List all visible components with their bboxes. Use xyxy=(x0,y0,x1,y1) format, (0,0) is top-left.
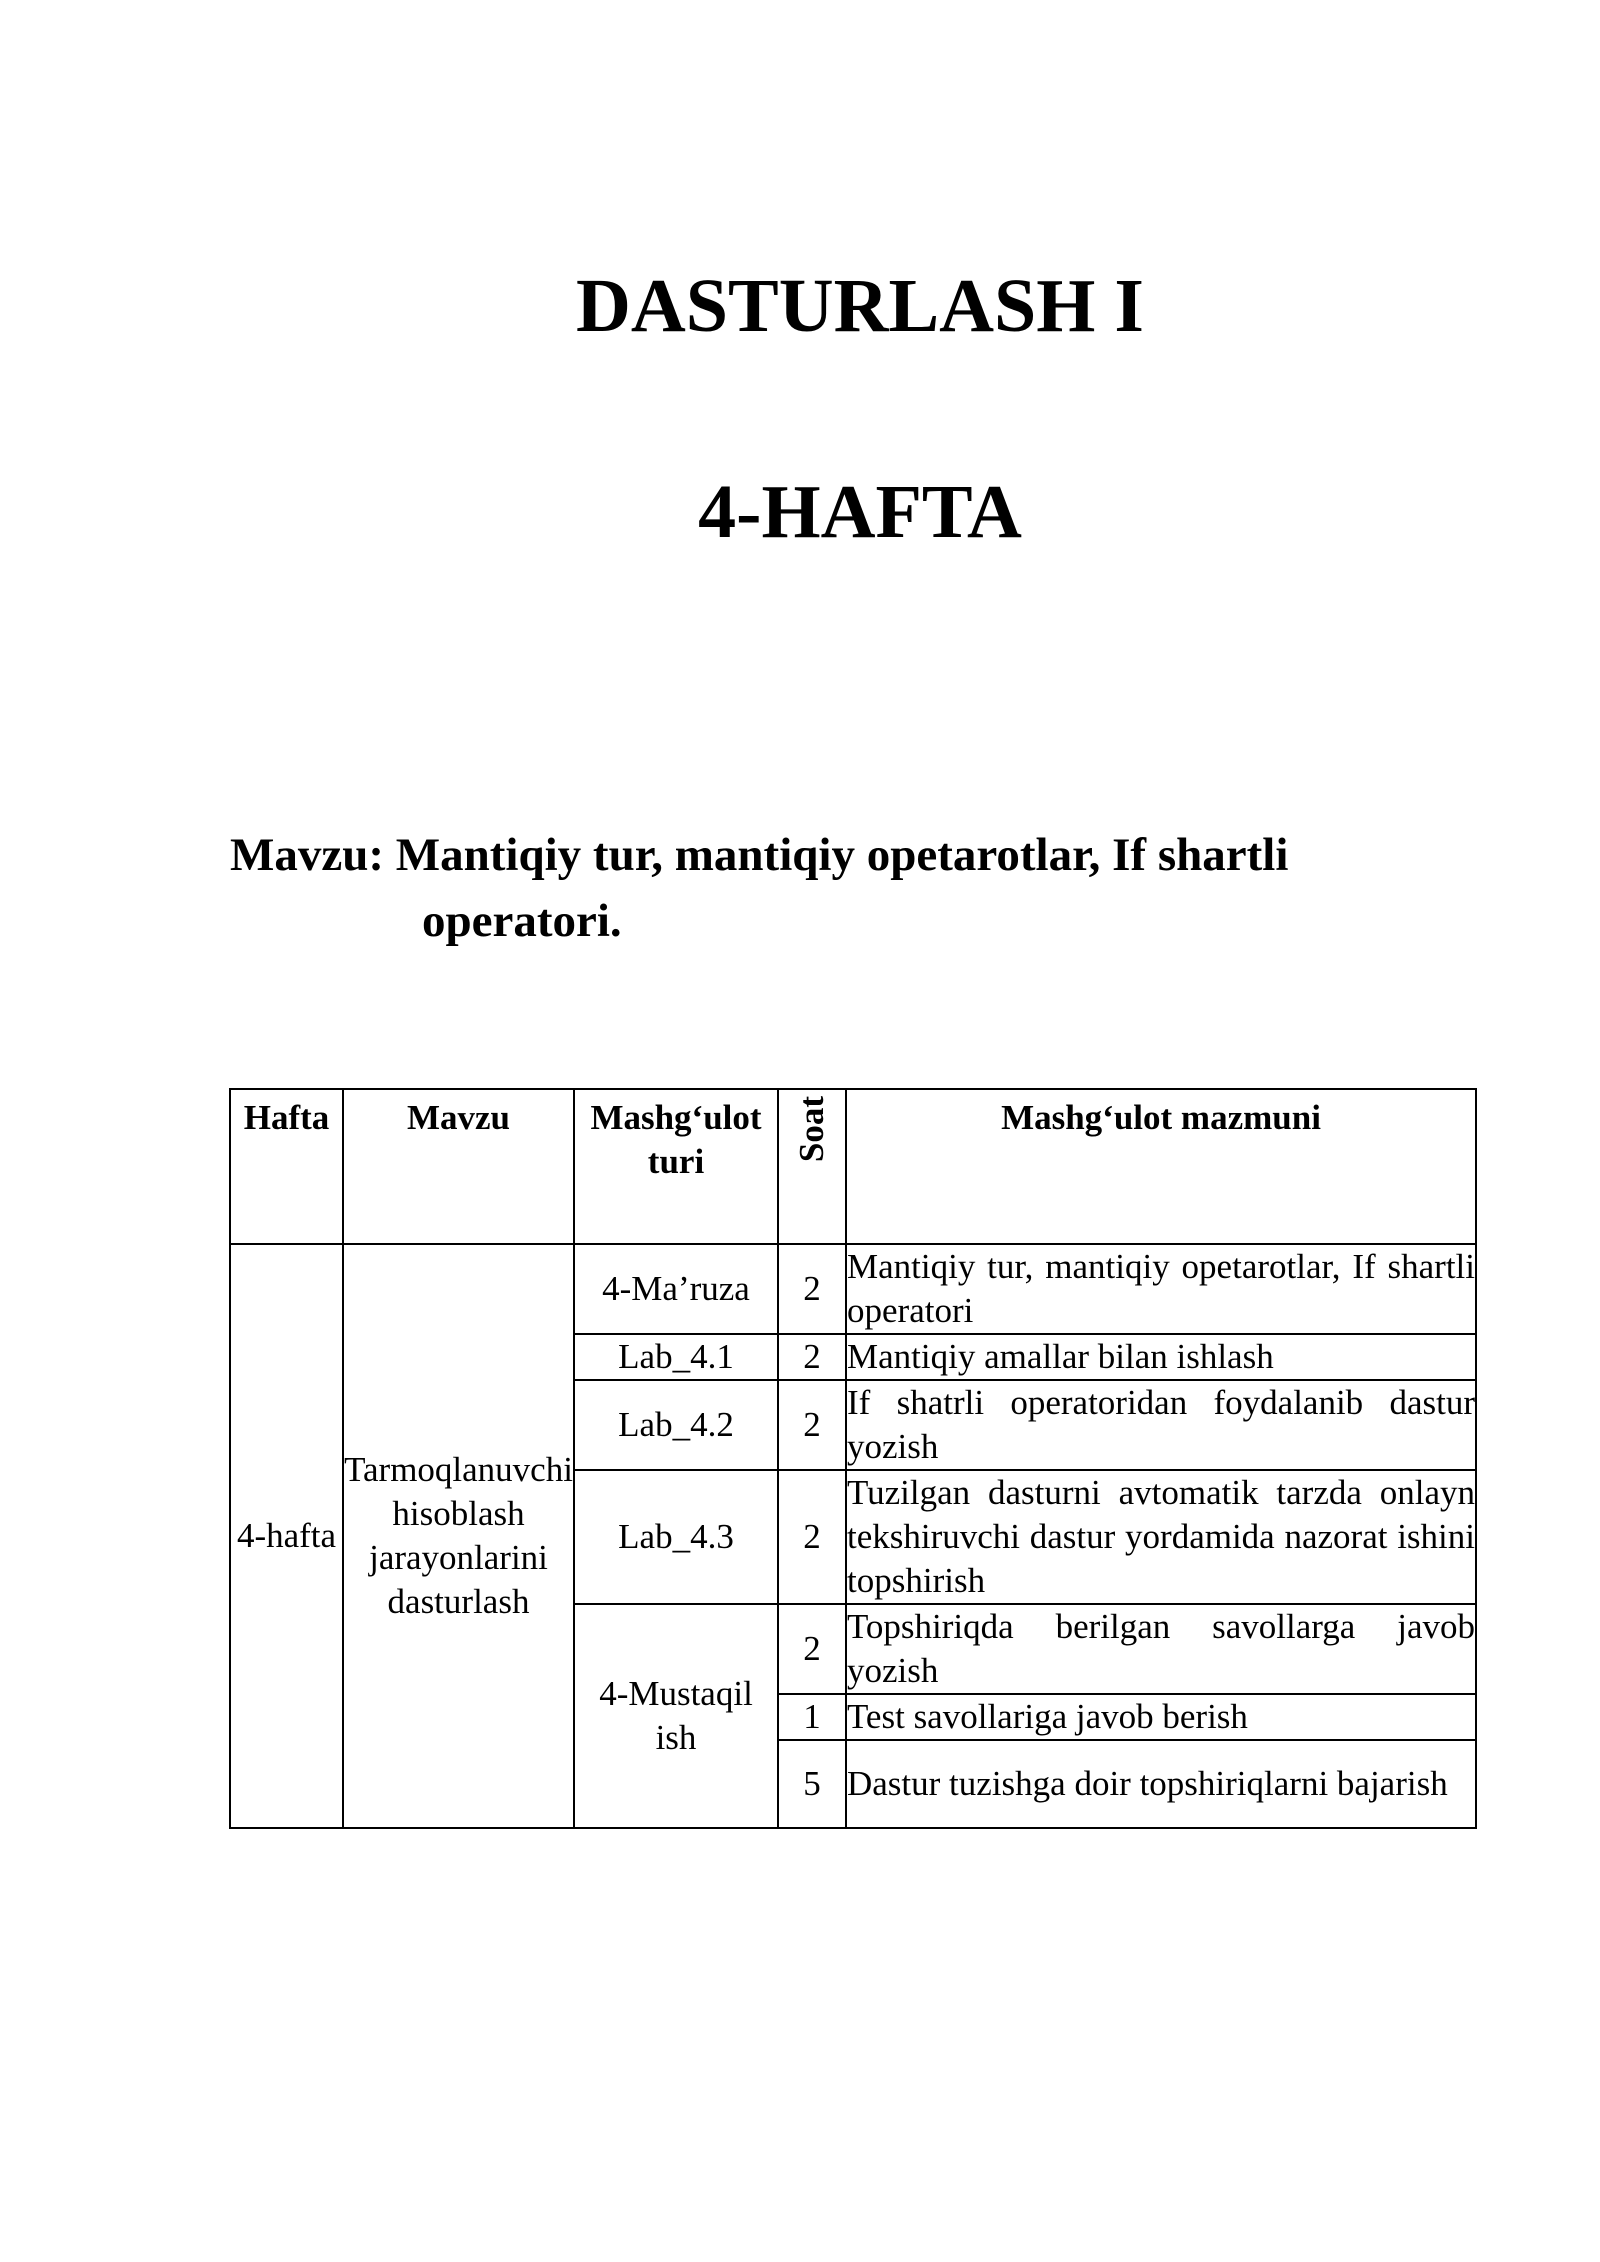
content-cell: Mantiqiy amallar bilan ishlash xyxy=(846,1334,1476,1380)
topic-label: Mavzu: xyxy=(230,829,385,881)
content-cell: Mantiqiy tur, mantiqiy opetarotlar, If shartli operatori xyxy=(846,1244,1476,1334)
content-cell: Tuzilgan dasturni avtomatik tarzda onlayn tekshiruvchi dastur yordamida nazorat ishini topshirish xyxy=(846,1470,1476,1604)
table-row xyxy=(230,1244,1476,1334)
type-cell-independent: 4-Mustaqil ish xyxy=(574,1604,778,1828)
header-hours xyxy=(778,1089,846,1244)
hours-cell: 2 xyxy=(778,1470,846,1604)
week-cell: 4-hafta xyxy=(230,1244,343,1828)
type-cell-lab-3: Lab_4.3 xyxy=(574,1470,778,1604)
schedule-table xyxy=(229,1088,1477,1829)
header-week: Hafta xyxy=(230,1089,343,1244)
type-cell-lecture: 4-Ma’ruza xyxy=(574,1244,778,1334)
header-content: Mashg‘ulot mazmuni xyxy=(846,1089,1476,1244)
topic-text-line1: Mantiqiy tur, mantiqiy opetarotlar, If shartli xyxy=(395,829,1289,881)
hours-cell: 2 xyxy=(778,1380,846,1470)
header-hours-label: Soat xyxy=(792,1096,831,1163)
type-cell-lab-1: Lab_4.1 xyxy=(574,1334,778,1380)
hours-cell: 5 xyxy=(778,1740,846,1828)
table-header-row xyxy=(230,1089,1476,1244)
hours-cell: 2 xyxy=(778,1244,846,1334)
header-topic: Mavzu xyxy=(343,1089,574,1244)
header-type: Mashg‘ulot turi xyxy=(574,1089,778,1244)
content-cell: Test savollariga javob berish xyxy=(846,1694,1476,1740)
type-cell-lab-2: Lab_4.2 xyxy=(574,1380,778,1470)
week-title: 4-HAFTA xyxy=(698,470,1022,554)
hours-cell: 2 xyxy=(778,1604,846,1694)
topic-text-line2: operatori. xyxy=(422,895,622,947)
document-title: DASTURLASH I xyxy=(575,264,1145,348)
content-cell: Dastur tuzishga doir topshiriqlarni bajarish xyxy=(846,1740,1476,1828)
hours-cell: 1 xyxy=(778,1694,846,1740)
content-cell: Topshiriqda berilgan savollarga javob yozish xyxy=(846,1604,1476,1694)
hours-cell: 2 xyxy=(778,1334,846,1380)
topic-cell: Tarmoqlanuvchi hisoblash jarayonlarini dasturlash xyxy=(343,1244,574,1828)
content-cell: If shatrli operatoridan foydalanib dastur yozish xyxy=(846,1380,1476,1470)
topic-heading xyxy=(230,822,1470,954)
